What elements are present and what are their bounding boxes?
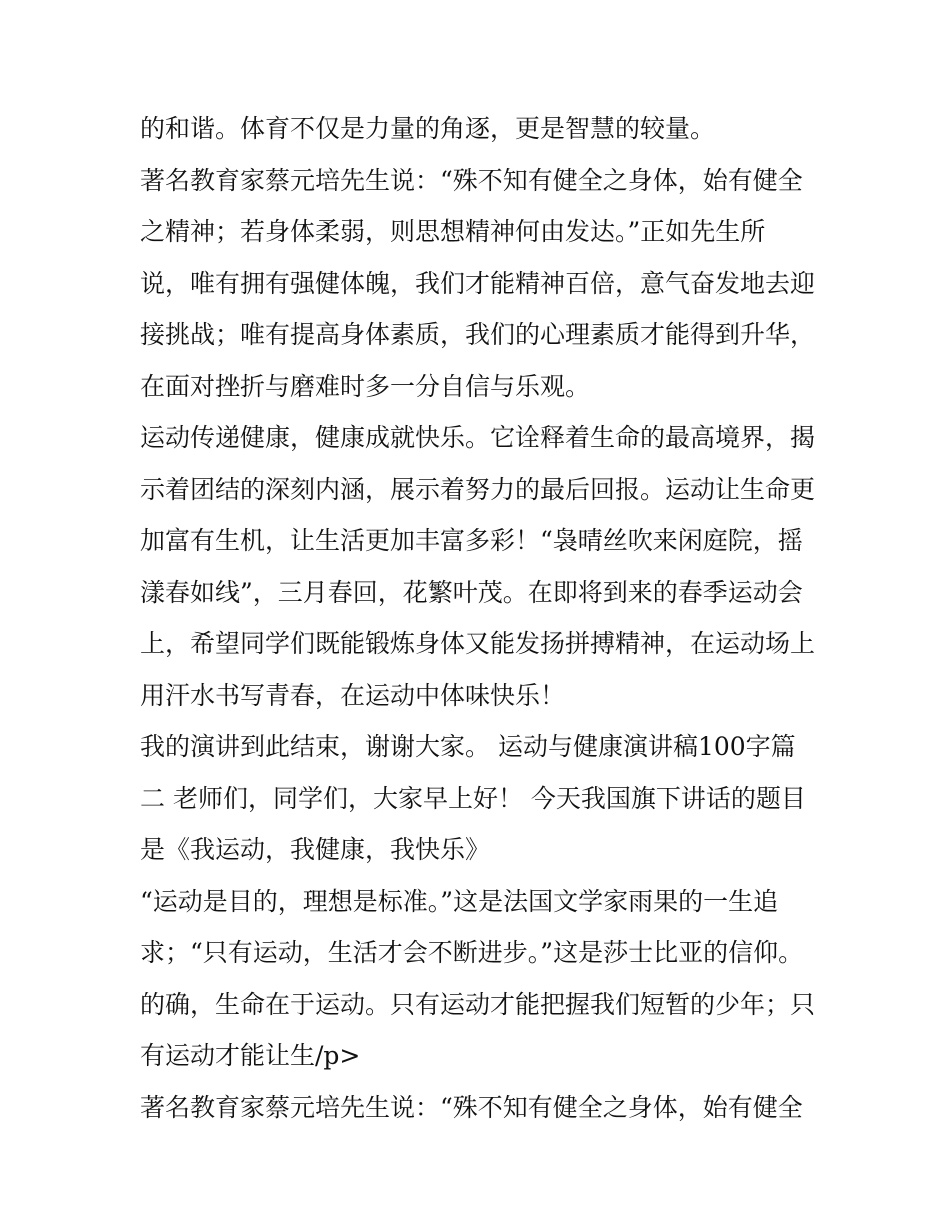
text-line: 著名教育家蔡元培先生说：“殊不知有健全之身体，始有健全 [140,165,803,195]
text-line: 说，唯有拥有强健体魄，我们才能精神百倍，意气奋发地去迎 [140,268,816,298]
text-line: 我的演讲到此结束，谢谢大家。 运动与健康演讲稿100字篇 [140,732,796,761]
text-line: 有运动才能让生/p> [140,1041,361,1070]
document-body [140,103,815,1133]
text-line: 的和谐。体育不仅是力量的角逐，更是智慧的较量。 [140,114,716,143]
text-line: 在面对挫折与磨难时多一分自信与乐观。 [140,371,591,401]
paragraph [140,1082,815,1134]
text-line: 之精神；若身体柔弱，则思想精神何由发达。”正如先生所 [140,217,766,246]
text-line: 著名教育家蔡元培先生说：“殊不知有健全之身体，始有健全 [140,1092,803,1122]
text-line: 漾春如线”，三月春回，花繁叶茂。在即将到来的春季运动会 [140,577,803,607]
text-line: 的确，生命在于运动。只有运动才能把握我们短暂的少年；只 [140,989,816,1019]
text-line: 用汗水书写青春，在运动中体味快乐！ [140,680,566,710]
text-line: 二 老师们，同学们，大家早上好！ 今天我国旗下讲话的题目 [140,783,806,813]
paragraph [140,155,815,413]
text-line: 运动传递健康，健康成就快乐。它诠释着生命的最高境界，揭 [140,423,816,452]
text-line: 上，希望同学们既能锻炼身体又能发扬拼搏精神，在运动场上 [140,629,816,658]
text-line: “运动是目的，理想是标准。”这是法国文学家雨果的一生追 [140,886,779,916]
text-line: 示着团结的深刻内涵，展示着努力的最后回报。运动让生命更 [140,474,816,504]
paragraph [140,721,815,876]
text-line: 接挑战；唯有提高身体素质，我们的心理素质才能得到升华， [140,320,816,349]
paragraph [140,876,815,1082]
text-line: 是《我运动，我健康，我快乐》 [140,835,491,864]
paragraph [140,412,815,721]
text-line: 求；“只有运动，生活才会不断进步。”这是莎士比亚的信仰。 [140,938,804,967]
paragraph [140,103,815,155]
text-line: 加富有生机，让生活更加丰富多彩！“袅晴丝吹来闲庭院，摇 [140,526,803,555]
